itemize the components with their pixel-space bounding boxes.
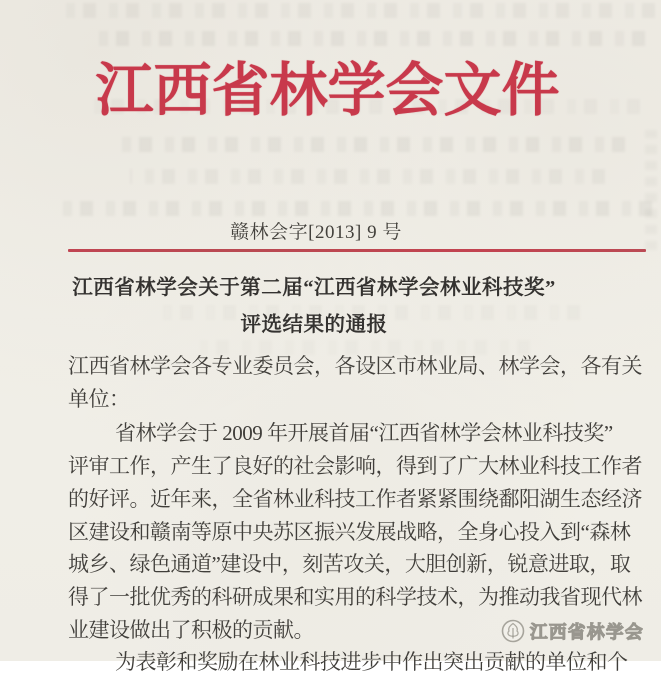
body-text-line: 业建设做出了积极的贡献。 (68, 618, 314, 642)
notice-title-line2: 评选结果的通报 (240, 314, 388, 336)
body-text-line: 城乡、绿色通道”建设中，刻苦攻关，大胆创新，锐意进取，取 (68, 552, 631, 576)
red-separator-line (68, 249, 646, 252)
body-text-line: 的好评。近年来，全省林业科技工作者紧紧围绕鄱阳湖生态经济 (68, 487, 642, 511)
document-header-title: 江西省林学会文件 (95, 58, 560, 123)
bleedthrough-texture (55, 3, 655, 18)
body-text-line: 省林学会于 2009 年开展首届“江西省林学会林业科技奖” (115, 421, 613, 445)
body-text-line-cutoff: 为表彰和奖励在林业科技进步中作出突出贡献的单位和个 (115, 650, 628, 674)
bleedthrough-texture (200, 340, 530, 355)
notice-title-line1: 江西省林学会关于第二届“江西省林学会林业科技奖” (72, 277, 556, 299)
salutation-line: 单位： (68, 387, 130, 411)
salutation-line: 江西省林学会各专业委员会，各设区市林业局、林学会，各有关 (68, 354, 642, 378)
body-text-line: 得了一批优秀的科研成果和实用的科学技术，为推动我省现代林 (68, 585, 642, 609)
bleedthrough-texture (62, 201, 652, 216)
bleedthrough-texture (645, 130, 657, 250)
bleedthrough-texture (120, 137, 625, 152)
bleedthrough-texture (130, 169, 605, 184)
society-watermark-label: 江西省林学会 (530, 621, 644, 642)
body-text-line: 评审工作，产生了良好的社会影响，得到了广大林业科技工作者 (68, 454, 642, 478)
document-reference-number: 赣林会字[2013] 9 号 (230, 222, 402, 243)
bleedthrough-texture (95, 31, 645, 46)
body-text-line: 区建设和赣南等原中央苏区振兴发展战略，全身心投入到“森林 (68, 520, 631, 544)
